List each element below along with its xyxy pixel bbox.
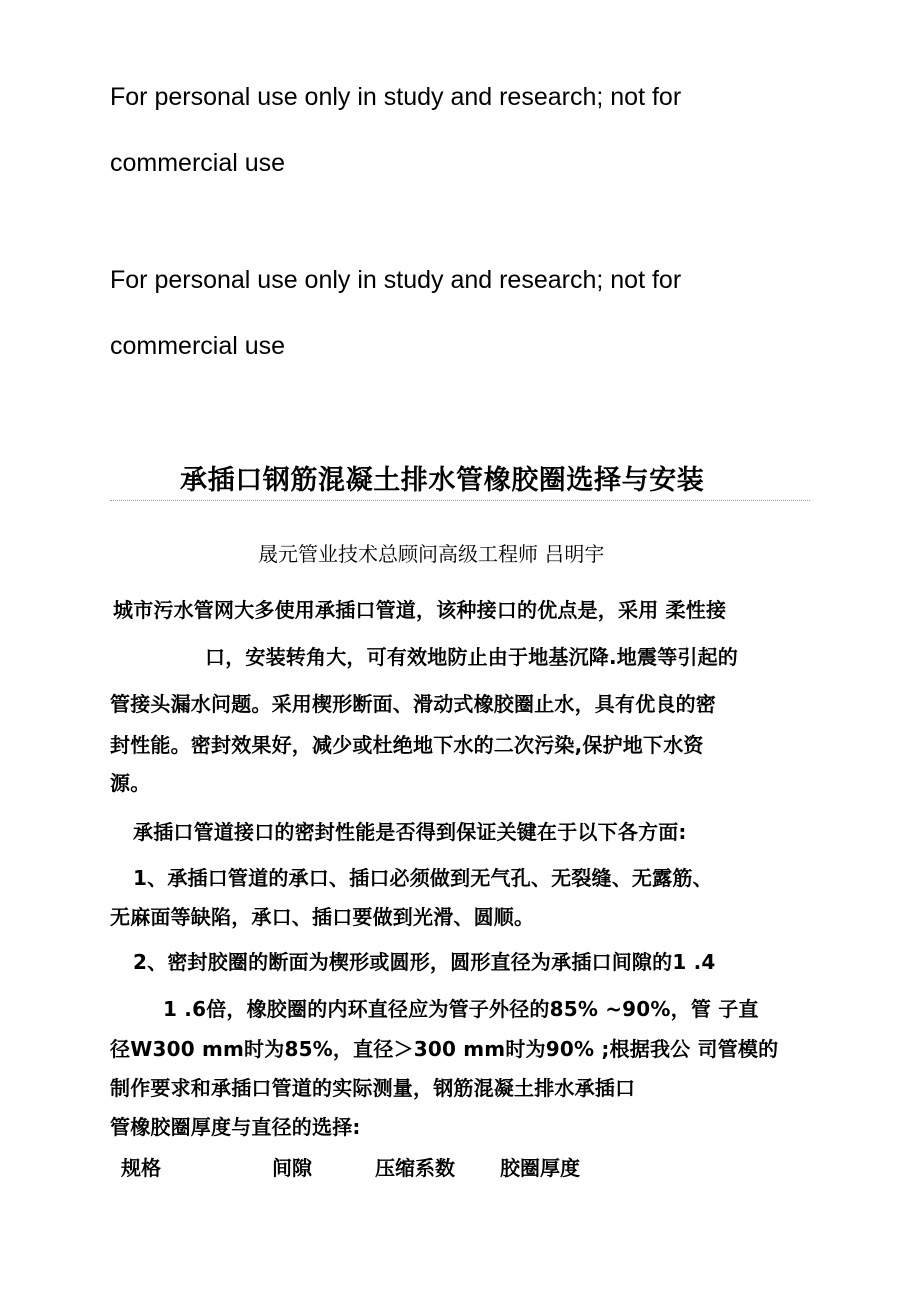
item-2-line: 1 .6倍，橡胶圈的内环直径应为管子外径的85% ~90%，管 子直 bbox=[163, 997, 759, 1021]
table-header-gap: 间隙 bbox=[272, 1156, 312, 1180]
author-line: 晟元管业技术总顾问高级工程师 吕明宇 bbox=[258, 542, 605, 566]
disclaimer-line: For personal use only in study and research; not for bbox=[110, 83, 682, 111]
table-header-spec: 规格 bbox=[121, 1156, 161, 1180]
item-2-line: 制作要求和承插口管道的实际测量，钢筋混凝土排水承插口 bbox=[110, 1076, 636, 1100]
title-divider bbox=[110, 500, 810, 501]
intro-line: 城市污水管网大多使用承插口管道，该种接口的优点是，采用 柔性接 bbox=[113, 598, 727, 622]
intro-line: 管接头漏水问题。采用楔形断面、滑动式橡胶圈止水，具有优良的密 bbox=[110, 692, 716, 716]
disclaimer-line: For personal use only in study and research; not for bbox=[110, 266, 682, 294]
item-2-line: 管橡胶圈厚度与直径的选择: bbox=[110, 1115, 361, 1139]
intro-line: 源。 bbox=[110, 771, 151, 795]
item-2-line: 径W300 mm时为85%，直径＞300 mm时为90% ;根据我公 司管模的 bbox=[110, 1037, 779, 1061]
intro-line: 封性能。密封效果好，减少或杜绝地下水的二次污染,保护地下水资 bbox=[110, 733, 704, 757]
table-header-compression: 压缩系数 bbox=[375, 1156, 455, 1180]
table-header-thickness: 胶圈厚度 bbox=[500, 1156, 580, 1180]
key-sentence: 承插口管道接口的密封性能是否得到保证关键在于以下各方面: bbox=[133, 820, 687, 844]
item-2-line: 2、密封胶圈的断面为楔形或圆形，圆形直径为承插口间隙的1 .4 bbox=[133, 950, 716, 974]
item-1-line: 1、承插口管道的承口、插口必须做到无气孔、无裂缝、无露筋、 bbox=[133, 866, 713, 890]
document-title: 承插口钢筋混凝土排水管橡胶圈选择与安装 bbox=[180, 465, 705, 496]
intro-line: 口，安装转角大，可有效地防止由于地基沉降.地震等引起的 bbox=[205, 645, 738, 669]
item-1-line: 无麻面等缺陷，承口、插口要做到光滑、圆顺。 bbox=[110, 905, 535, 929]
disclaimer-line: commercial use bbox=[110, 149, 286, 177]
disclaimer-line: commercial use bbox=[110, 332, 286, 360]
